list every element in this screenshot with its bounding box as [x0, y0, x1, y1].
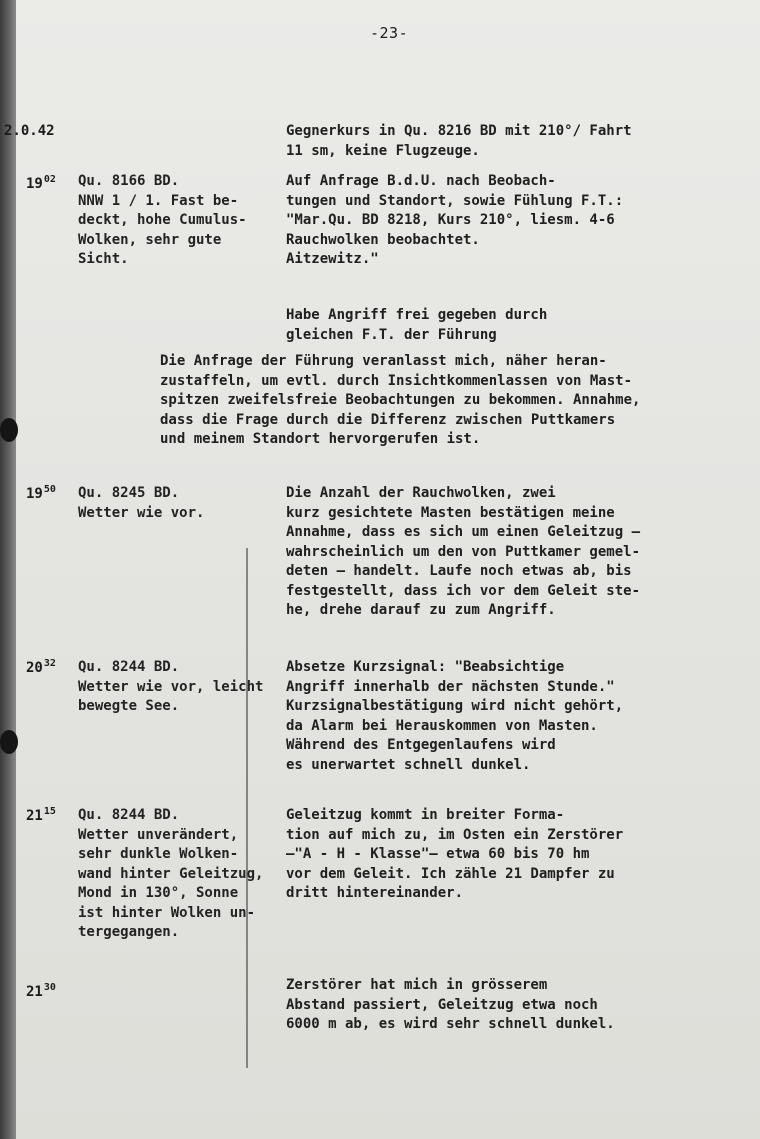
entry-time-5	[26, 654, 56, 679]
entry-text-2: Habe Angriff frei gegeben durch gleichen F.T. der Führung	[286, 307, 548, 343]
entry-time-5-sup: 32	[43, 658, 56, 669]
entry-time-7-main: 21	[26, 984, 43, 1000]
page-number: -23-	[370, 24, 409, 42]
entry-text-5: Absetze Kurzsignal: "Beabsichtige Angriff innerhalb der nächsten Stunde." Kurzsignalbestätigung wird nicht gehört, da Alarm bei Herauskommen von Masten. Während des Entgegenlaufens wird es unerwartet schnell dunkel.	[286, 659, 624, 773]
entry-time-1	[26, 170, 56, 195]
entry-time-1-sup: 02	[43, 174, 56, 185]
punch-hole-top	[0, 418, 18, 442]
entry-time-4-main: 19	[26, 486, 43, 502]
entry-text-0: Gegnerkurs in Qu. 8216 BD mit 210°/ Fahrt 11 sm, keine Flugzeuge.	[286, 123, 632, 159]
entry-left-6: Qu. 8244 BD. Wetter unverändert, sehr dunkle Wolken- wand hinter Geleitzug, Mond in 130°, Sonne ist hinter Wolken un- tergegangen.	[78, 807, 264, 940]
punch-hole-bottom	[0, 730, 18, 754]
entry-left-1: Qu. 8166 BD. NNW 1 / 1. Fast be- deckt, hohe Cumulus- Wolken, sehr gute Sicht.	[78, 173, 247, 267]
entry-left-5: Qu. 8244 BD. Wetter wie vor, leicht bewegte See.	[78, 659, 264, 714]
entry-left-4: Qu. 8245 BD. Wetter wie vor.	[78, 485, 205, 521]
entry-time-1-main: 19	[26, 176, 43, 192]
entry-text-7: Zerstörer hat mich in grösserem Abstand passiert, Geleitzug etwa noch 6000 m ab, es wird sehr schnell dunkel.	[286, 977, 615, 1032]
entry-text-3: Die Anfrage der Führung veranlasst mich, näher heran- zustaffeln, um evtl. durch Insichtkommenlassen von Mast- spitzen zweifelsfreie Beobachtungen zu bekommen. Annahme, dass die Frage durch die Differenz zwischen Puttkamers und meinem Standort hervorgerufen ist.	[160, 353, 641, 447]
entry-text-1: Auf Anfrage B.d.U. nach Beobach- tungen und Standort, sowie Fühlung F.T.: "Mar.Qu. BD 8218, Kurs 210°, liesm. 4-6 Rauchwolken beobachtet. Aitzewitz."	[286, 173, 624, 267]
entry-time-4-sup: 50	[43, 484, 56, 495]
entry-time-6	[26, 802, 56, 827]
entry-time-7	[26, 978, 56, 1003]
entry-time-6-main: 21	[26, 808, 43, 824]
entry-time-0: 2.0.42	[4, 123, 55, 139]
entry-text-6: Geleitzug kommt in breiter Forma- tion auf mich zu, im Osten ein Zerstörer —"A - H - Klasse"— etwa 60 bis 70 hm vor dem Geleit. Ich zähle 21 Dampfer zu dritt hintereinander.	[286, 807, 624, 901]
entry-time-4	[26, 480, 56, 505]
entry-text-4: Die Anzahl der Rauchwolken, zwei kurz gesichtete Masten bestätigen meine Annahme, dass es sich um einen Geleitzug — wahrscheinlich um den von Puttkamer gemel- deten — handelt. Laufe noch etwas ab, bis festgestellt, dass ich vor dem Geleit ste- he, drehe darauf zu zum Angriff.	[286, 485, 641, 618]
entry-time-6-sup: 15	[43, 806, 56, 817]
entry-time-5-main: 20	[26, 660, 43, 676]
left-binding-strip	[0, 0, 16, 1139]
entry-time-7-sup: 30	[43, 982, 56, 993]
